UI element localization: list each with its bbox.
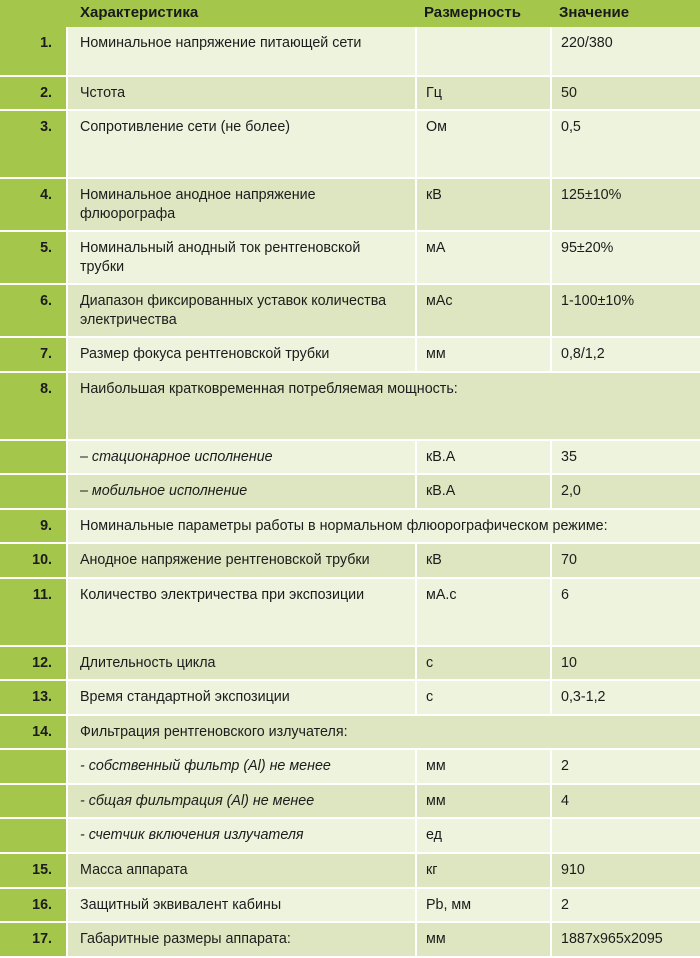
row-dimension: с: [415, 681, 550, 716]
row-dimension: кВ: [415, 544, 550, 579]
row-value: 220/380: [550, 27, 700, 77]
row-value: 10: [550, 647, 700, 682]
row-characteristic: – мобильное исполнение: [68, 475, 415, 510]
row-number: 12.: [0, 647, 68, 682]
row-number: 8.: [0, 373, 68, 441]
table-row: [0, 373, 700, 441]
row-dimension: кВ: [415, 179, 550, 232]
row-value: 6: [550, 579, 700, 647]
table-row: [0, 889, 700, 924]
table-row: [0, 27, 700, 77]
row-number: 6.: [0, 285, 68, 338]
row-characteristic: Номинальные параметры работы в нормальном флюорографическом режиме:: [68, 510, 700, 545]
column-header-value: Значение: [550, 0, 700, 27]
row-number: 15.: [0, 854, 68, 889]
row-dimension: Pb, мм: [415, 889, 550, 924]
table-header: [0, 0, 700, 27]
row-value: 0,3-1,2: [550, 681, 700, 716]
row-number: 4.: [0, 179, 68, 232]
row-characteristic: Чстота: [68, 77, 415, 112]
row-characteristic: Габаритные размеры аппарата:: [68, 923, 415, 958]
row-dimension: мм: [415, 923, 550, 958]
row-number: 17.: [0, 923, 68, 958]
row-number: 7.: [0, 338, 68, 373]
row-characteristic: Фильтрация рентгеновского излучателя:: [68, 716, 700, 751]
table-row: [0, 544, 700, 579]
row-characteristic: Диапазон фиксированных уставок количества электричества: [68, 285, 415, 338]
row-number: 14.: [0, 716, 68, 751]
row-number: 10.: [0, 544, 68, 579]
table-row: [0, 338, 700, 373]
row-characteristic: Время стандартной экспозиции: [68, 681, 415, 716]
table-row: [0, 475, 700, 510]
table-row: [0, 510, 700, 545]
row-number: [0, 441, 68, 476]
table-row: [0, 179, 700, 232]
row-value: 1887x965x2095: [550, 923, 700, 958]
row-dimension: кВ.А: [415, 475, 550, 510]
table-row: [0, 923, 700, 958]
row-number: [0, 819, 68, 854]
row-characteristic: - счетчик включения излучателя: [68, 819, 415, 854]
table-row: [0, 750, 700, 785]
table-row: [0, 285, 700, 338]
row-dimension: мА.с: [415, 579, 550, 647]
row-dimension: Гц: [415, 77, 550, 112]
row-value: 2: [550, 750, 700, 785]
table-row: [0, 785, 700, 820]
row-number: 9.: [0, 510, 68, 545]
table-row: [0, 716, 700, 751]
row-characteristic: Номинальное анодное напряжение флюорографа: [68, 179, 415, 232]
row-number: 3.: [0, 111, 68, 179]
row-value: 910: [550, 854, 700, 889]
table-row: [0, 819, 700, 854]
row-characteristic: Защитный эквивалент кабины: [68, 889, 415, 924]
row-number: 5.: [0, 232, 68, 285]
column-header-dimension: Размерность: [415, 0, 550, 27]
table-row: [0, 232, 700, 285]
table-row: [0, 579, 700, 647]
row-characteristic: Наибольшая кратковременная потребляемая мощность:: [68, 373, 700, 441]
row-dimension: мА: [415, 232, 550, 285]
row-number: [0, 785, 68, 820]
table-row: [0, 681, 700, 716]
row-dimension: мм: [415, 338, 550, 373]
row-dimension: ед: [415, 819, 550, 854]
row-number: 1.: [0, 27, 68, 77]
row-dimension: мм: [415, 750, 550, 785]
row-number: 16.: [0, 889, 68, 924]
row-characteristic: - сбщая фильтрация (Al) не менее: [68, 785, 415, 820]
row-number: 2.: [0, 77, 68, 112]
table-row: [0, 77, 700, 112]
row-dimension: мм: [415, 785, 550, 820]
header-row: [0, 0, 700, 27]
row-dimension: с: [415, 647, 550, 682]
table-row: [0, 111, 700, 179]
row-value: 1-100±10%: [550, 285, 700, 338]
row-dimension: кг: [415, 854, 550, 889]
row-dimension: Ом: [415, 111, 550, 179]
row-dimension: [415, 27, 550, 77]
row-value: 35: [550, 441, 700, 476]
row-characteristic: Номинальный анодный ток рентгеновской трубки: [68, 232, 415, 285]
table-row: [0, 441, 700, 476]
row-characteristic: Сопротивление сети (не более): [68, 111, 415, 179]
row-value: 0,5: [550, 111, 700, 179]
row-characteristic: Длительность цикла: [68, 647, 415, 682]
row-value: 0,8/1,2: [550, 338, 700, 373]
row-number: 11.: [0, 579, 68, 647]
row-number: 13.: [0, 681, 68, 716]
column-header-number: [0, 0, 68, 27]
row-characteristic: Размер фокуса рентгеновской трубки: [68, 338, 415, 373]
row-value: [550, 819, 700, 854]
row-characteristic: Масса аппарата: [68, 854, 415, 889]
row-characteristic: Анодное напряжение рентгеновской трубки: [68, 544, 415, 579]
row-number: [0, 475, 68, 510]
table-row: [0, 854, 700, 889]
row-value: 2: [550, 889, 700, 924]
row-value: 125±10%: [550, 179, 700, 232]
row-dimension: кВ.А: [415, 441, 550, 476]
row-characteristic: - собственный фильтр (Al) не менее: [68, 750, 415, 785]
row-dimension: мАс: [415, 285, 550, 338]
row-value: 2,0: [550, 475, 700, 510]
row-characteristic: Количество электричества при экспозиции: [68, 579, 415, 647]
table-body: [0, 27, 700, 957]
row-value: 50: [550, 77, 700, 112]
table-row: [0, 647, 700, 682]
row-characteristic: Номинальное напряжение питающей сети: [68, 27, 415, 77]
row-number: [0, 750, 68, 785]
row-value: 70: [550, 544, 700, 579]
column-header-characteristic: Характеристика: [68, 0, 415, 27]
row-value: 95±20%: [550, 232, 700, 285]
row-characteristic: – стационарное исполнение: [68, 441, 415, 476]
row-value: 4: [550, 785, 700, 820]
